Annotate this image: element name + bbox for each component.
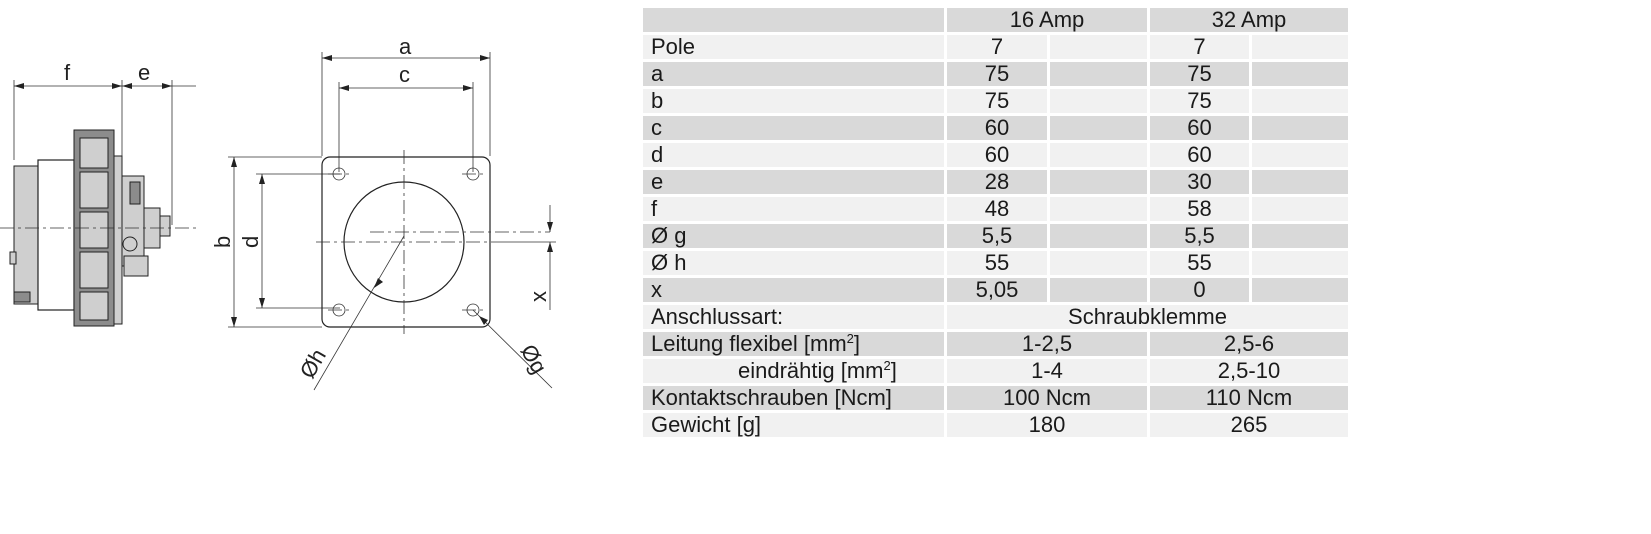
table-row xyxy=(643,143,1348,167)
dim-label-b: b xyxy=(210,235,235,248)
value-16-amp: 55 xyxy=(947,251,1047,275)
column-header-32-amp: 32 Amp xyxy=(1150,8,1348,32)
technical-drawing xyxy=(0,0,640,534)
table-row xyxy=(643,62,1348,86)
dim-label-g: Øg xyxy=(515,340,553,378)
row-label: Ø g xyxy=(643,224,944,248)
table-row xyxy=(643,170,1348,194)
row-label: Ø h xyxy=(643,251,944,275)
row-label: f xyxy=(643,197,944,221)
table-row xyxy=(643,251,1348,275)
value-32-amp: 75 xyxy=(1150,89,1249,113)
value-16-amp: 7 xyxy=(947,35,1047,59)
row-label: Kontaktschrauben [Ncm] xyxy=(643,386,944,410)
value-32-amp: 75 xyxy=(1150,62,1249,86)
value-16-amp: 75 xyxy=(947,89,1047,113)
value-16-amp: 75 xyxy=(947,62,1047,86)
value-16-amp: 1-4 xyxy=(947,359,1147,383)
value-32-amp: 110 Ncm xyxy=(1150,386,1348,410)
table-row xyxy=(643,197,1348,221)
value-16-amp: 5,5 xyxy=(947,224,1047,248)
dim-label-d: d xyxy=(238,235,263,248)
value-16-amp: 28 xyxy=(947,170,1047,194)
table-row xyxy=(643,224,1348,248)
value-32-amp: 2,5-6 xyxy=(1150,332,1348,356)
table-row xyxy=(643,89,1348,113)
table-row-anschlussart xyxy=(643,305,1348,329)
table-row xyxy=(643,116,1348,140)
dim-label-h: Øh xyxy=(294,344,332,383)
table-row-kontaktschrauben xyxy=(643,386,1348,410)
dim-label-a: a xyxy=(399,34,412,59)
row-label: c xyxy=(643,116,944,140)
dim-label-e: e xyxy=(138,60,151,85)
dimension-drawing-svg xyxy=(0,0,640,534)
table-row-gewicht xyxy=(643,413,1348,437)
table-header-row xyxy=(643,8,1348,32)
row-label: eindrähtig $[mm^2]$ xyxy=(643,359,944,383)
value-16-amp: 48 xyxy=(947,197,1047,221)
value-16-amp: 60 xyxy=(947,143,1047,167)
value-32-amp: 58 xyxy=(1150,197,1249,221)
value-32-amp: 5,5 xyxy=(1150,224,1249,248)
table-row xyxy=(643,278,1348,302)
table-row-eindraehtig xyxy=(643,359,1348,383)
value-32-amp: 60 xyxy=(1150,143,1249,167)
table-row-leitung-flexibel xyxy=(643,332,1348,356)
value-16-amp: 100 Ncm xyxy=(947,386,1147,410)
row-label: b xyxy=(643,89,944,113)
value-32-amp: 265 xyxy=(1150,413,1348,437)
row-label: x xyxy=(643,278,944,302)
row-label: e xyxy=(643,170,944,194)
table-row xyxy=(643,35,1348,59)
row-label: Pole xyxy=(643,35,944,59)
row-label: d xyxy=(643,143,944,167)
side-view xyxy=(0,60,196,326)
column-header-16-amp: 16 Amp xyxy=(947,8,1147,32)
dim-label-f: f xyxy=(64,60,71,85)
row-label: a xyxy=(643,62,944,86)
value-32-amp: 0 xyxy=(1150,278,1249,302)
value-16-amp: 5,05 xyxy=(947,278,1047,302)
value-32-amp: 60 xyxy=(1150,116,1249,140)
dim-label-c: c xyxy=(399,62,410,87)
specification-table xyxy=(640,5,1351,440)
value-32-amp: 55 xyxy=(1150,251,1249,275)
value-32-amp: 2,5-10 xyxy=(1150,359,1348,383)
anschlussart-value: Schraubklemme xyxy=(947,305,1348,329)
value-16-amp: 1-2,5 xyxy=(947,332,1147,356)
value-32-amp: 7 xyxy=(1150,35,1249,59)
value-32-amp: 30 xyxy=(1150,170,1249,194)
row-label: Gewicht [g] xyxy=(643,413,944,437)
row-label: Anschlussart: xyxy=(643,305,944,329)
dim-label-x: x xyxy=(526,291,551,302)
value-16-amp: 180 xyxy=(947,413,1147,437)
row-label: Leitung flexibel $[mm^2]$ xyxy=(643,332,944,356)
front-view xyxy=(210,34,556,390)
value-16-amp: 60 xyxy=(947,116,1047,140)
table-header-corner xyxy=(643,8,944,32)
